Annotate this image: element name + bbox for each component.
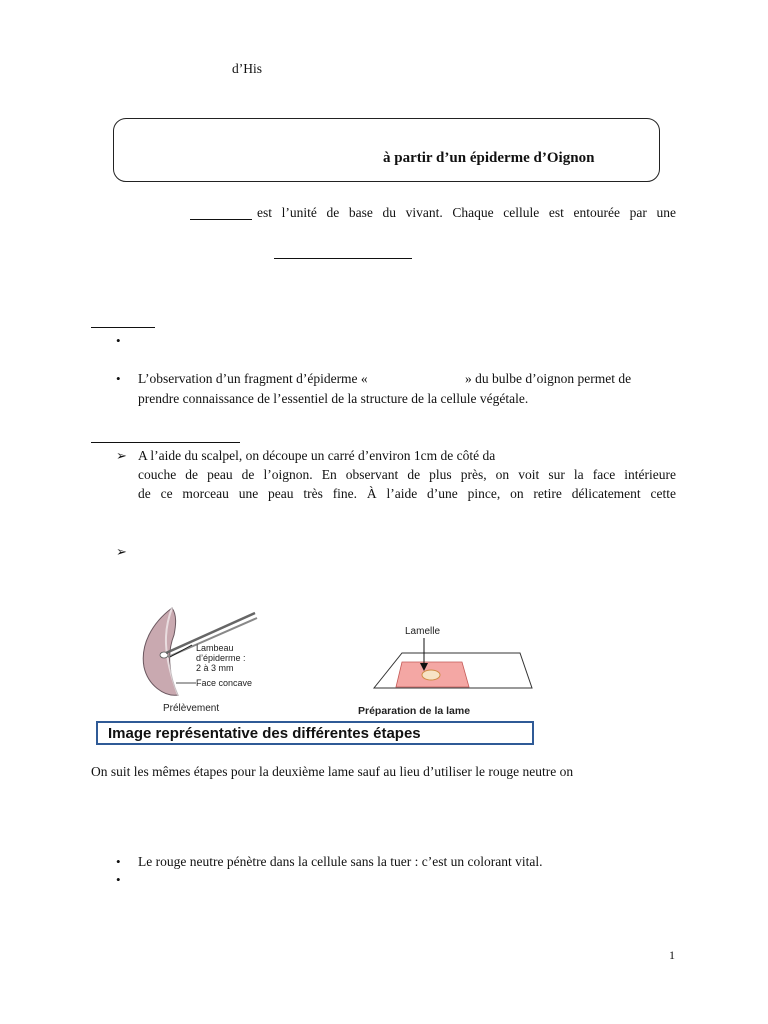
section-heading-blank <box>91 442 240 443</box>
figure-label: 2 à 3 mm <box>196 663 234 673</box>
procedure-step1-line1: A l’aide du scalpel, on découpe un carré d’environ 1cm de côté da <box>138 448 496 463</box>
bullet-marker: • <box>116 854 121 869</box>
conclusion-text: Le rouge neutre pénètre dans la cellule sans la tuer : c’est un colorant vital. <box>138 854 543 869</box>
blank-line <box>190 219 252 220</box>
figure-caption: Image représentative des différentes étapes <box>96 721 534 745</box>
section-heading-blank <box>91 327 155 328</box>
header-text: d’His <box>232 61 262 76</box>
figure-caption-left: Prélèvement <box>163 703 220 714</box>
figure-label: Lambeau <box>196 643 234 653</box>
blank-line <box>274 258 412 259</box>
bullet-marker: • <box>116 333 121 348</box>
observation-text-a: L’observation d’un fragment d’épiderme « <box>138 371 368 386</box>
figure-caption-right: Préparation de la lame <box>358 705 471 717</box>
observation-text-line2: prendre connaissance de l’essentiel de la structure de la cellule végétale. <box>138 391 529 406</box>
figure-label: Lamelle <box>405 626 441 637</box>
procedure-step1-line2: couche de peau de l’oignon. En observant de plus près, on voit sur la face intérieure <box>138 467 676 482</box>
observation-text-b: » du bulbe d’oignon permet de <box>465 371 632 386</box>
procedure-step1-line3: de ce morceau une peau très fine. À l’aide d’une pince, on retire délicatement cette <box>138 486 676 501</box>
second-slide-text: On suit les mêmes étapes pour la deuxième lame sauf au lieu d’utiliser le rouge neutre on <box>91 764 574 779</box>
arrow-bullet-icon: ➢ <box>116 544 127 559</box>
figure-label: Face concave <box>196 678 253 688</box>
intro-text: est l’unité de base du vivant. Chaque cellule est entourée par une <box>257 205 676 220</box>
bullet-marker: • <box>116 872 121 887</box>
figure-label: d’épiderme : <box>196 653 246 663</box>
bullet-marker: • <box>116 371 121 386</box>
page-title: à partir d’un épiderme d’Oignon <box>383 150 595 166</box>
page-number: 1 <box>669 948 675 962</box>
arrow-bullet-icon: ➢ <box>116 448 127 463</box>
